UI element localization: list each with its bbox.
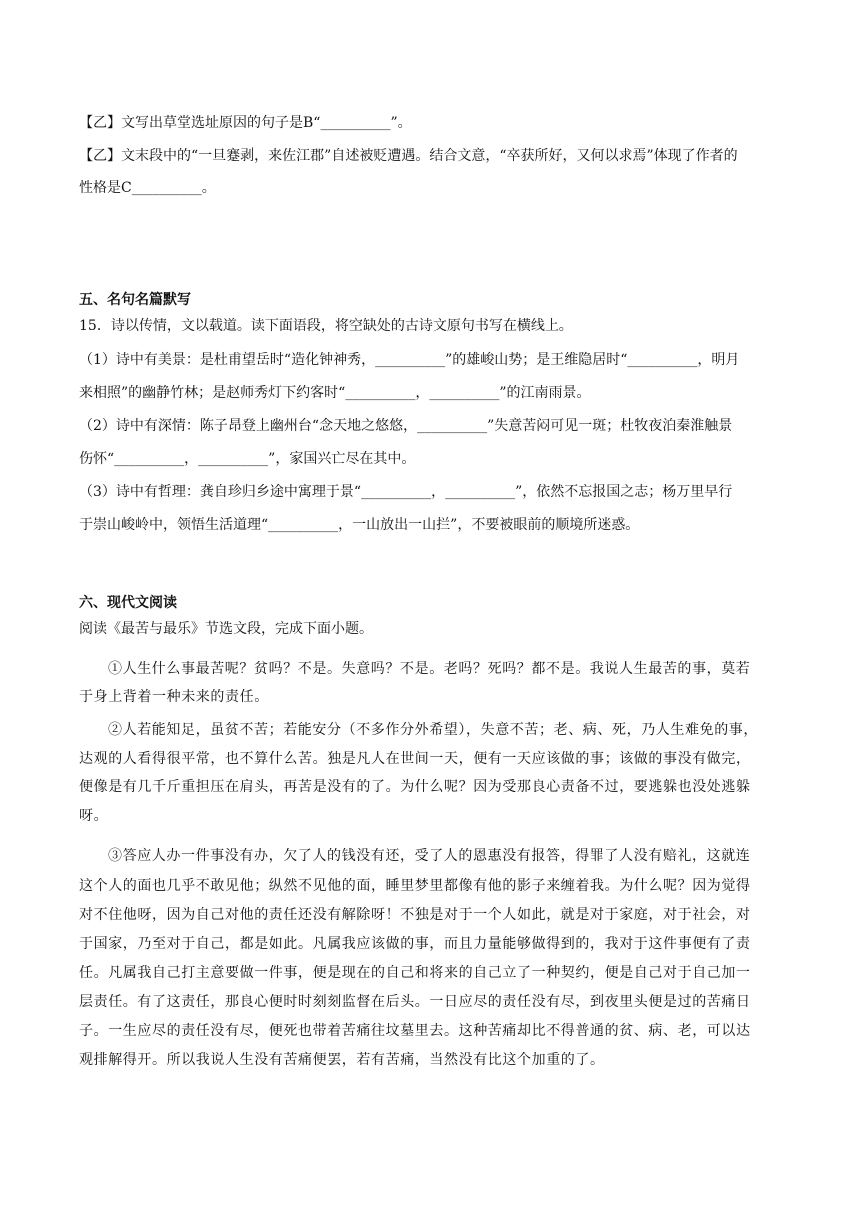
para3-line4: 于国家，乃至对于自己，都是如此。凡属我应该做的事，而且力量能够做得到的，我对于这件事便有了责 [79,936,751,952]
para2-line1: ②人若能知足，虽贫不苦；若能安分（不多作分外希望），失意不苦；老、病、死，乃人生难免的事， [108,722,758,738]
section5-heading: 五、名句名篇默写 [79,292,191,308]
yi-question-line-1: 【乙】文写出草堂选址原因的句子是B“__________”。 [79,115,412,131]
para3-line7: 子。一生应尽的责任没有尽，便死也带着苦痛往坟墓里去。这种苦痛却比不得普通的贫、病、老，可以达 [79,1023,751,1039]
para2-line3: 便像是有几千斤重担压在肩头，再苦是没有的了。为什么呢？因为受那良心责备不过，要逃躲也没处逃躲 [79,779,751,795]
section6-heading: 六、现代文阅读 [79,595,177,611]
para3-line1: ③答应人办一件事没有办，欠了人的钱没有还，受了人的恩惠没有报答，得罪了人没有赔礼，这就连 [108,848,751,864]
yi-question-line-3: 性格是C__________。 [79,180,216,196]
para3-line8: 观排解得开。所以我说人生没有苦痛便罢，若有苦痛，当然没有比这个加重的了。 [79,1052,605,1068]
para2-line4: 呀。 [79,808,109,824]
para3-line5: 任。凡属我自己打主意要做一件事，便是现在的自己和将来的自己立了一种契约，便是自己对于自己加一 [79,965,751,981]
section6-intro: 阅读《最苦与最乐》节选文段，完成下面小题。 [79,621,373,637]
para3-line3: 对不住他呀，因为自己对他的责任还没有解除呀！不独是对于一个人如此，就是对于家庭，对于社会，对 [79,907,751,923]
q15-part1-line1: （1）诗中有美景：是杜甫望岳时“造化钟神秀，__________”的雄峻山势；是王维隐居时“__________，明月 [79,352,740,368]
para2-line2: 达观的人看得很平常，也不算什么苦。独是凡人在世间一天，便有一天应该做的事；该做的事没有做完， [79,751,751,767]
question-15: 15．诗以传情，文以载道。读下面语段，将空缺处的古诗文原句书写在横线上。 [79,318,573,334]
q15-part3-line1: （3）诗中有哲理：龚自珍归乡途中寓理于景“__________，__________”，依然不忘报国之志；杨万里早行 [79,484,733,500]
para3-line6: 层责任。有了这责任，那良心便时时刻刻监督在后头。一日应尽的责任没有尽，到夜里头便是过的苦痛日 [79,994,751,1010]
q15-part3-line2: 于崇山峻岭中，领悟生活道理“__________，一山放出一山拦”，不要被眼前的顺境所迷惑。 [79,517,640,533]
para3-line2: 这个人的面也几乎不敢见他；纵然不见他的面，睡里梦里都像有他的影子来缠着我。为什么呢？因为觉得 [79,878,751,894]
q15-part2-line2: 伤怀“__________，__________”，家国兴亡尽在其中。 [79,451,416,467]
q15-part2-line1: （2）诗中有深情：陈子昂登上幽州台“念天地之悠悠，__________”失意苦闷可见一斑；杜牧夜泊秦淮触景 [79,418,733,434]
yi-question-line-2: 【乙】文末段中的“一旦蹇剥，来佐江郡”自述被贬遭遇。结合文意，“卒获所好，又何以求焉”体现了作者的 [79,148,738,164]
q15-part1-line2: 来相照”的幽静竹林；是赵师秀灯下约客时“__________，__________”的江南雨景。 [79,385,591,401]
para1-line2: 于身上背着一种未来的责任。 [79,689,269,705]
para1-line1: ①人生什么事最苦呢？贫吗？不是。失意吗？不是。老吗？死吗？都不是。我说人生最苦的事，莫若 [108,661,751,677]
